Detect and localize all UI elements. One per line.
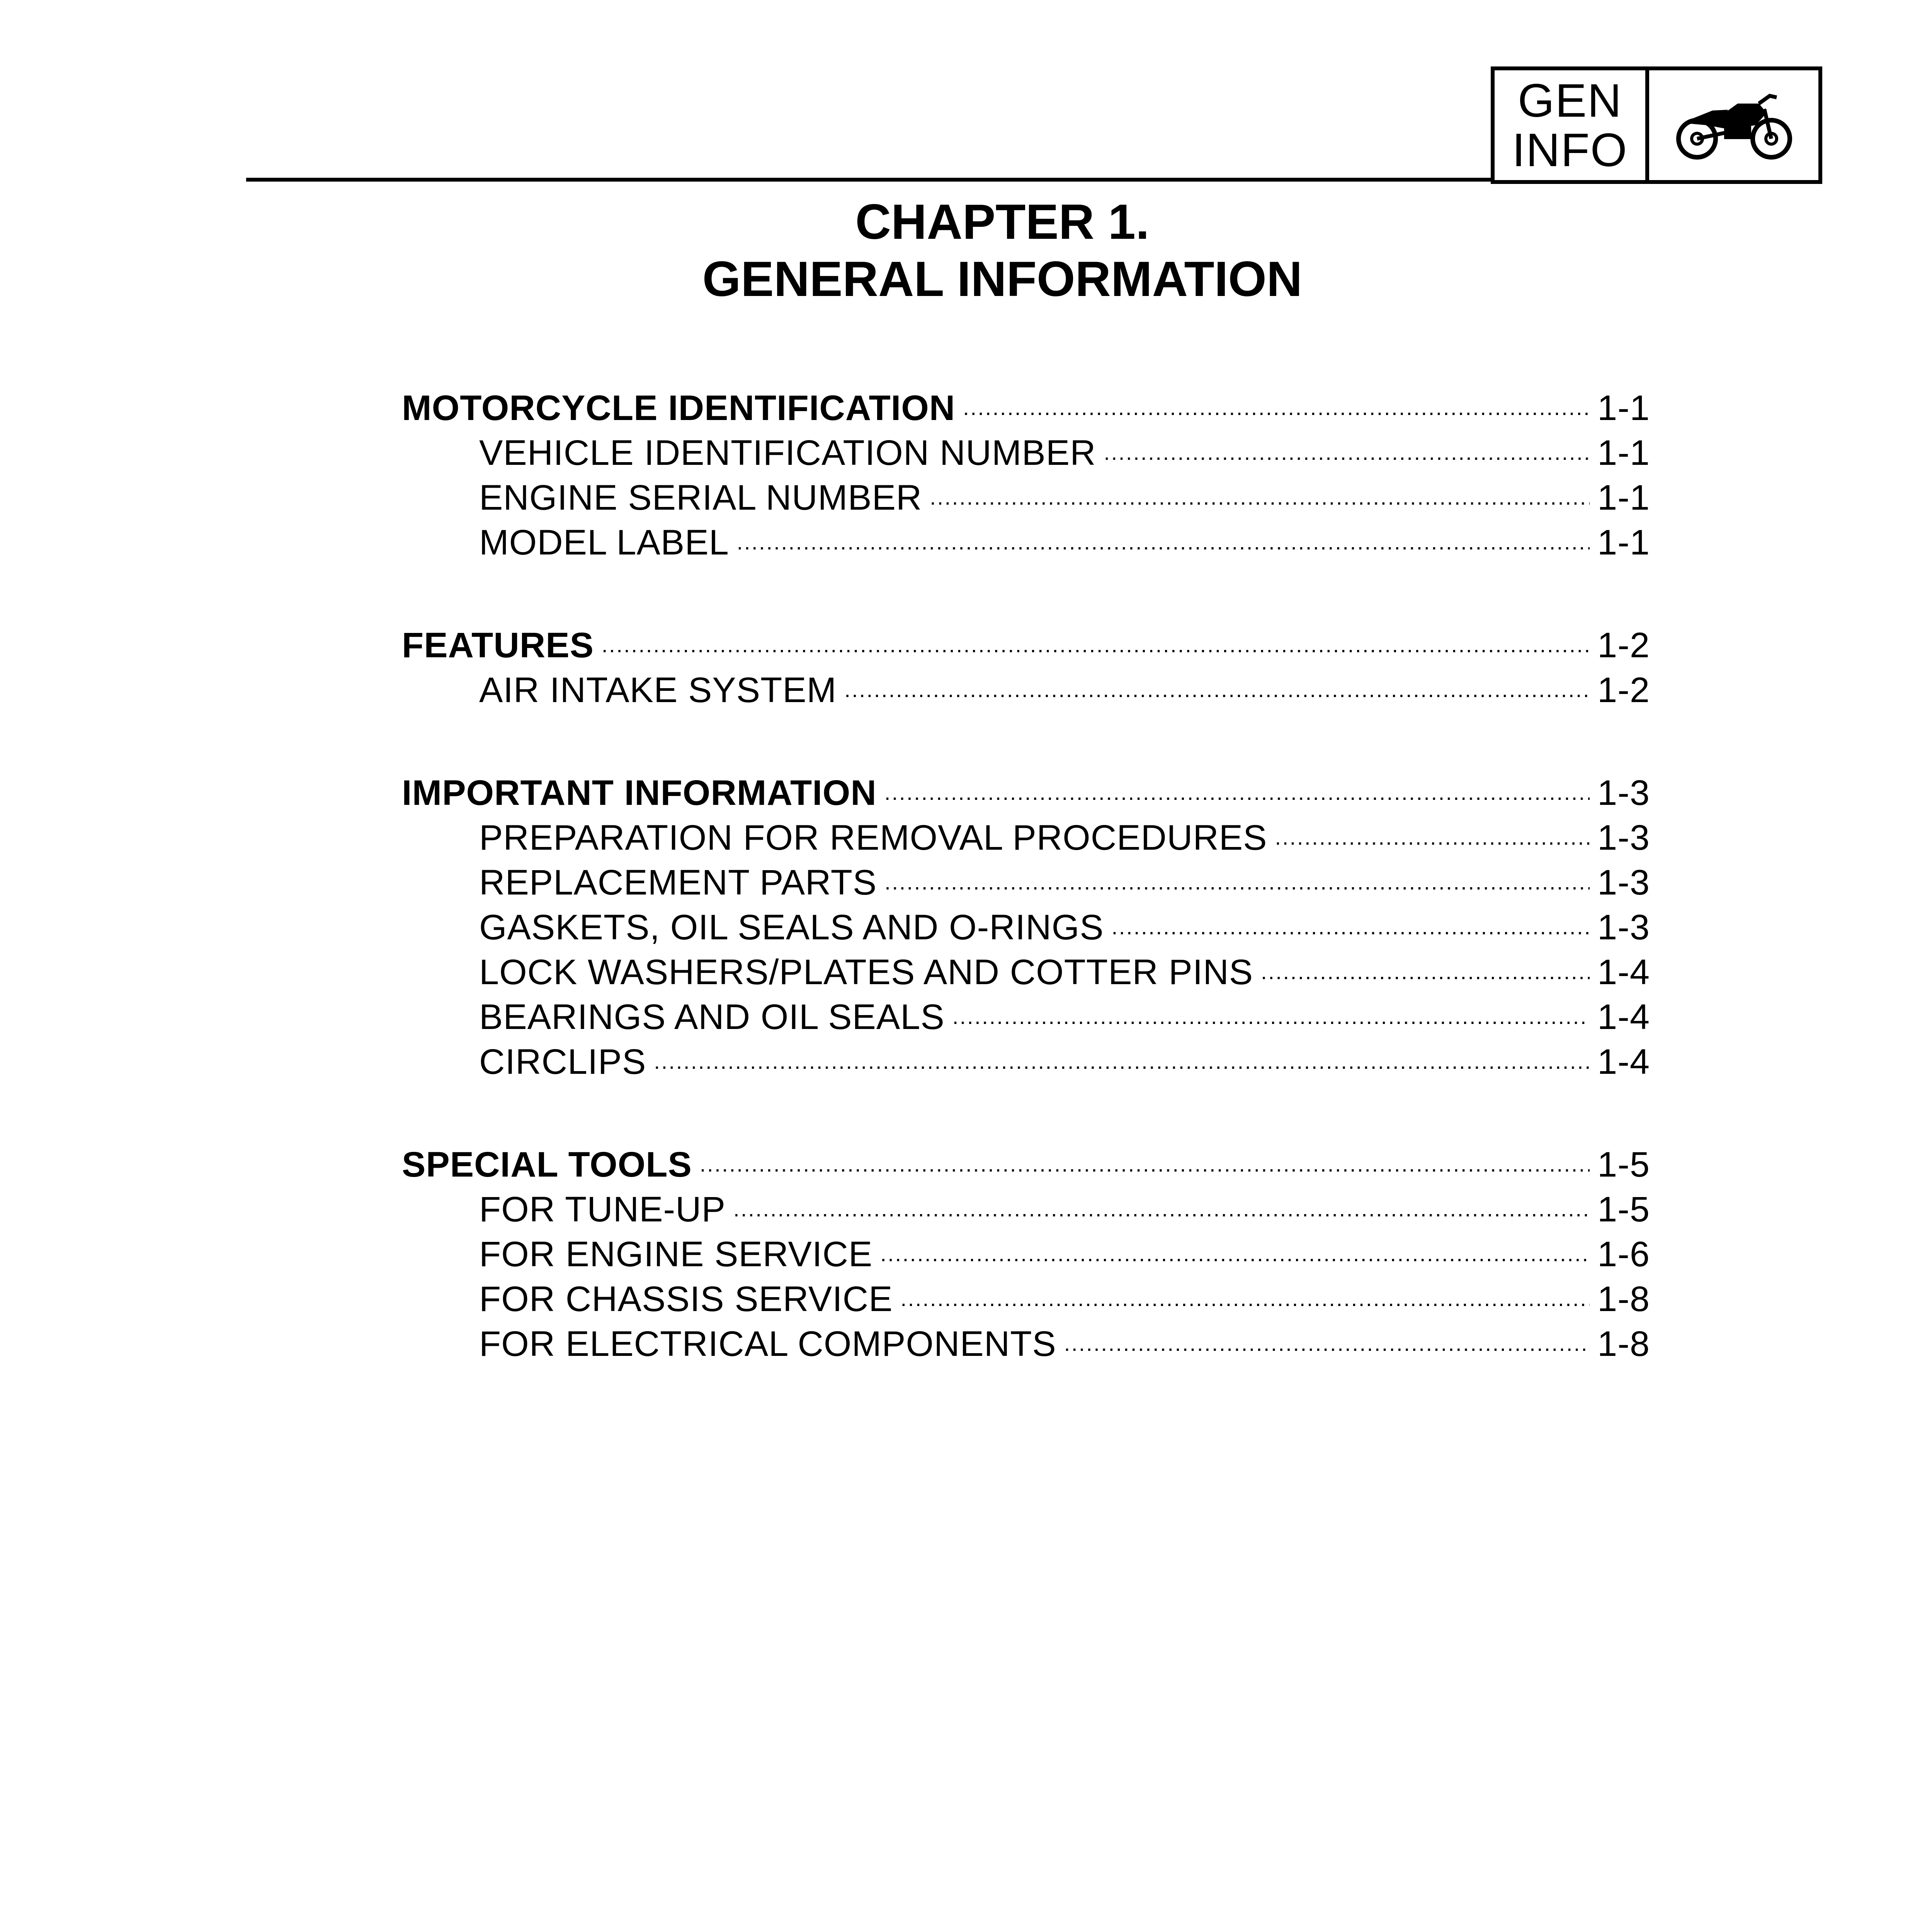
toc-page-number: 1-2 bbox=[1597, 670, 1650, 710]
motorcycle-icon bbox=[1649, 70, 1818, 180]
toc-page-number: 1-3 bbox=[1597, 773, 1650, 813]
toc-page-number: 1-2 bbox=[1597, 626, 1650, 665]
dot-leader bbox=[952, 993, 1590, 1029]
toc-main-entry[interactable] bbox=[402, 769, 1650, 814]
dot-leader bbox=[1275, 814, 1590, 850]
toc-sub-entry[interactable] bbox=[402, 474, 1650, 519]
toc-page-number: 1-8 bbox=[1597, 1279, 1650, 1319]
toc-sub-entry[interactable] bbox=[402, 904, 1650, 949]
badge-text bbox=[1495, 70, 1649, 180]
toc-page-number: 1-4 bbox=[1597, 952, 1650, 992]
toc-entry-label: FOR ENGINE SERVICE bbox=[479, 1235, 873, 1274]
dot-leader bbox=[737, 519, 1590, 554]
toc-section bbox=[402, 769, 1650, 1083]
table-of-contents bbox=[402, 384, 1650, 1423]
toc-section bbox=[402, 1141, 1650, 1365]
chapter-title: GENERAL INFORMATION bbox=[702, 252, 1303, 307]
toc-page-number: 1-4 bbox=[1597, 1042, 1650, 1082]
toc-entry-label: VEHICLE IDENTIFICATION NUMBER bbox=[479, 433, 1096, 473]
badge-line-1: GEN bbox=[1517, 74, 1622, 127]
badge-line-2: INFO bbox=[1512, 124, 1628, 176]
toc-section bbox=[402, 622, 1650, 711]
toc-sub-entry[interactable] bbox=[402, 814, 1650, 859]
toc-entry-label: FOR TUNE-UP bbox=[479, 1190, 726, 1229]
toc-page-number: 1-6 bbox=[1597, 1235, 1650, 1274]
toc-page-number: 1-1 bbox=[1597, 388, 1650, 428]
dot-leader bbox=[930, 474, 1590, 510]
toc-page-number: 1-1 bbox=[1597, 433, 1650, 473]
dot-leader bbox=[733, 1186, 1590, 1221]
toc-entry-label: MOTORCYCLE IDENTIFICATION bbox=[402, 388, 956, 428]
dot-leader bbox=[1112, 904, 1590, 939]
dot-leader bbox=[884, 769, 1590, 805]
toc-sub-entry[interactable] bbox=[402, 949, 1650, 993]
toc-sub-entry[interactable] bbox=[402, 993, 1650, 1038]
dot-leader bbox=[880, 1231, 1590, 1266]
dot-leader bbox=[963, 384, 1590, 420]
dot-leader bbox=[602, 622, 1590, 657]
dot-leader bbox=[654, 1038, 1590, 1074]
toc-entry-label: CIRCLIPS bbox=[479, 1042, 646, 1082]
toc-sub-entry[interactable] bbox=[402, 1276, 1650, 1320]
toc-entry-label: GASKETS, OIL SEALS AND O-RINGS bbox=[479, 908, 1104, 947]
toc-page-number: 1-5 bbox=[1597, 1145, 1650, 1184]
dot-leader bbox=[1261, 949, 1590, 984]
chapter-number: CHAPTER 1. bbox=[855, 194, 1150, 250]
dot-leader bbox=[700, 1141, 1590, 1177]
toc-entry-label: ENGINE SERIAL NUMBER bbox=[479, 478, 922, 517]
toc-entry-label: FOR CHASSIS SERVICE bbox=[479, 1279, 893, 1319]
dot-leader bbox=[884, 859, 1590, 895]
toc-page-number: 1-1 bbox=[1597, 478, 1650, 517]
toc-page-number: 1-3 bbox=[1597, 818, 1650, 857]
toc-entry-label: REPLACEMENT PARTS bbox=[479, 863, 877, 902]
header-rule bbox=[246, 178, 1494, 182]
toc-sub-entry[interactable] bbox=[402, 859, 1650, 904]
toc-section bbox=[402, 384, 1650, 564]
toc-main-entry[interactable] bbox=[402, 622, 1650, 667]
toc-entry-label: LOCK WASHERS/PLATES AND COTTER PINS bbox=[479, 952, 1253, 992]
toc-sub-entry[interactable] bbox=[402, 667, 1650, 711]
toc-entry-label: BEARINGS AND OIL SEALS bbox=[479, 997, 945, 1037]
toc-entry-label: SPECIAL TOOLS bbox=[402, 1145, 692, 1184]
toc-sub-entry[interactable] bbox=[402, 1038, 1650, 1083]
toc-sub-entry[interactable] bbox=[402, 1186, 1650, 1231]
dot-leader bbox=[900, 1276, 1590, 1311]
toc-entry-label: IMPORTANT INFORMATION bbox=[402, 773, 877, 813]
toc-page-number: 1-1 bbox=[1597, 523, 1650, 562]
toc-sub-entry[interactable] bbox=[402, 1231, 1650, 1276]
toc-page-number: 1-3 bbox=[1597, 863, 1650, 902]
toc-page-number: 1-3 bbox=[1597, 908, 1650, 947]
toc-entry-label: FEATURES bbox=[402, 626, 594, 665]
dot-leader bbox=[844, 667, 1590, 702]
section-badge bbox=[1491, 66, 1822, 184]
toc-page-number: 1-5 bbox=[1597, 1190, 1650, 1229]
toc-entry-label: MODEL LABEL bbox=[479, 523, 729, 562]
toc-page-number: 1-4 bbox=[1597, 997, 1650, 1037]
toc-entry-label: AIR INTAKE SYSTEM bbox=[479, 670, 837, 710]
toc-page-number: 1-8 bbox=[1597, 1324, 1650, 1364]
toc-sub-entry[interactable] bbox=[402, 1320, 1650, 1365]
dot-leader bbox=[1104, 429, 1590, 465]
toc-entry-label: PREPARATION FOR REMOVAL PROCEDURES bbox=[479, 818, 1267, 857]
toc-main-entry[interactable] bbox=[402, 1141, 1650, 1186]
dot-leader bbox=[1064, 1320, 1590, 1356]
toc-sub-entry[interactable] bbox=[402, 429, 1650, 474]
toc-main-entry[interactable] bbox=[402, 384, 1650, 429]
toc-entry-label: FOR ELECTRICAL COMPONENTS bbox=[479, 1324, 1056, 1364]
toc-sub-entry[interactable] bbox=[402, 519, 1650, 564]
